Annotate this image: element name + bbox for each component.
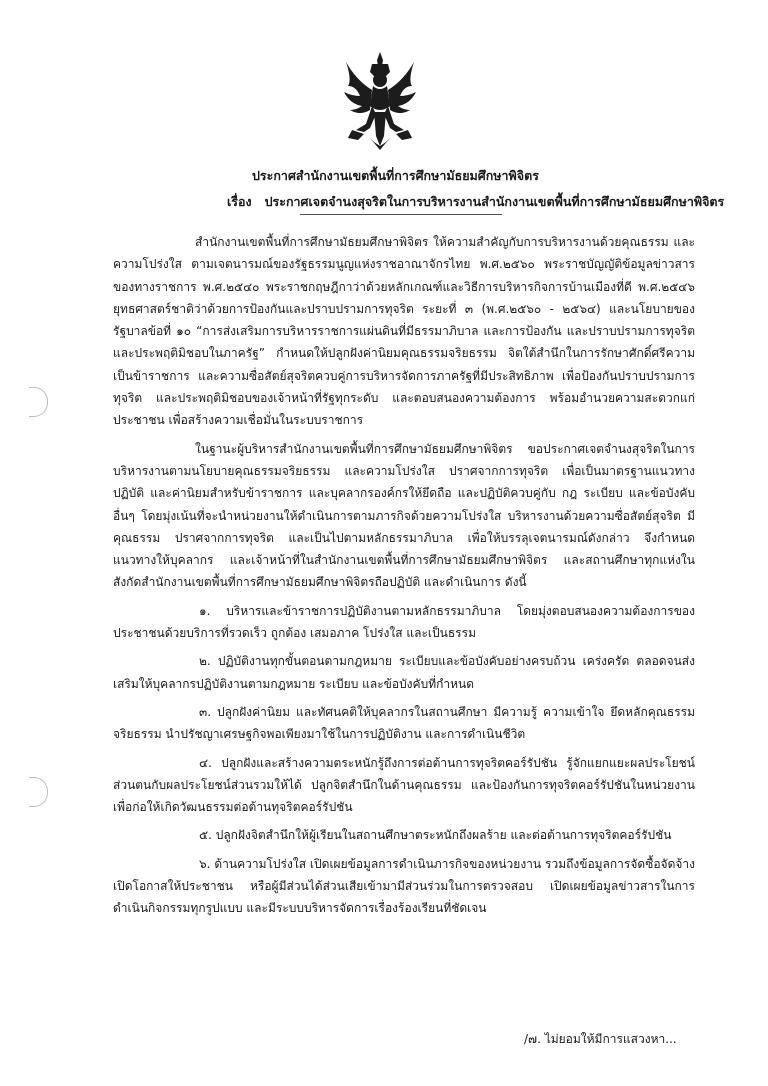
- list-item-3: ๓. ปลูกฝังค่านิยม และทัศนคติให้บุคลากรในสถานศึกษา มีความรู้ ความเข้าใจ ยึดหลักคุณธรรมจริยธรรม นำปรัชญาเศรษฐกิจพอเพียงมาใช้ในการปฏิบัติงาน และการดำเนินชีวิต: [113, 704, 695, 742]
- list-item-2: ๒. ปฏิบัติงานทุกขั้นตอนตามกฎหมาย ระเบียบและข้อบังคับอย่างครบถ้วน เคร่งครัด ตลอดจนส่งเสริมให้บุคลากรปฏิบัติงานตามกฎหมาย ระเบียบ และข้อบังคับที่กำหนด: [113, 654, 695, 691]
- announcement-title: ประกาศสำนักงานเขตพื้นที่การศึกษามัธยมศึกษาพิจิตร: [252, 168, 539, 183]
- announcement-subject-line: [0, 189, 768, 215]
- list-item-5: ๕. ปลูกฝังจิตสำนึกให้ผู้เรียนในสถานศึกษาตระหนักถึงผลร้าย และต่อต้านการทุจริตคอร์รัปชัน: [199, 828, 672, 843]
- announcement-header: [0, 163, 768, 215]
- garuda-emblem-icon: [326, 50, 434, 152]
- continuation-note: /๗. ไม่ยอมให้มีการแสวงหา...: [524, 1032, 677, 1046]
- list-item-4: ๔. ปลูกฝังและสร้างความตระหนักรู้ถึงการต่อต้านการทุจริตคอร์รัปชัน รู้จักแยกแยะผลประโยชน์ส่วนตนกับผลประโยชน์ส่วนรวมให้ได้ ปลูกจิตสำนึกในด้านคุณธรรม และป้องกันการทุจริตคอร์รัปชันในหน่วยงาน เพื่อก่อให้เกิดวัฒนธรรมต่อต้านทุจริตคอร์รัปชัน: [113, 755, 695, 815]
- list-item-6: ๖. ด้านความโปร่งใส เปิดเผยข้อมูลการดำเนินภารกิจของหน่วยงาน รวมถึงข้อมูลการจัดซื้อจัดจ้างเปิดโอกาสให้ประชาชน หรือผู้มีส่วนได้ส่วนเสียเข้ามามีส่วนร่วมในการตรวจสอบ เปิดเผยข้อมูลข่าวสารในการดำเนินกิจกรรมทุกรูปแบบ และมีระบบบริหารจัดการเรื่องร้องเรียนที่ชัดเจน: [113, 856, 695, 916]
- announcement-subject: ประกาศเจตจำนงสุจริตในการบริหารงานสำนักงานเขตพื้นที่การศึกษามัธยมศึกษาพิจิตร: [264, 194, 725, 209]
- punch-hole-top: [29, 387, 48, 417]
- list-item-1: ๑. บริหารและข้าราชการปฏิบัติงานตามหลักธรรมาภิบาล โดยมุ่งตอบสนองความต้องการของประชาชนด้วยบริการที่รวดเร็ว ถูกต้อง เสมอภาค โปร่งใส และเป็นธรรม: [113, 603, 695, 641]
- announcement-body: [113, 231, 695, 926]
- header-divider: [300, 214, 502, 215]
- intro-paragraph: สำนักงานเขตพื้นที่การศึกษามัธยมศึกษาพิจิตร ให้ความสำคัญกับการบริหารงานด้วยคุณธรรม และความโปร่งใส ตามเจตนารมณ์ของรัฐธรรมนูญแห่งราชอาณาจักรไทย พ.ศ.๒๕๖๐ พระราชบัญญัติข้อมูลข่าวสารของทางราชการ พ.ศ.๒๕๔๐ พระราชกฤษฎีกาว่าด้วยหลักเกณฑ์และวิธีการบริหารกิจการบ้านเมืองที่ดี พ.ศ.๒๕๔๖ ยุทธศาสตร์ชาติว่าด้วยการป้องกันและปราบปรามการทุจริต ระยะที่ ๓ (พ.ศ.๒๕๖๐ - ๒๕๖๔) และนโยบายของรัฐบาลข้อที่ ๑๐ “การส่งเสริมการบริหารราชการแผ่นดินที่มีธรรมาภิบาล และการป้องกัน และปราบปรามการทุจริต และประพฤติมิชอบในภาครัฐ” กำหนดให้ปลูกฝังค่านิยมคุณธรรมจริยธรรม จิตใต้สำนึกในการรักษาศักดิ์ศรีความเป็นข้าราชการ และความซื่อสัตย์สุจริตควบคู่การบริหารจัดการภาครัฐที่มีประสิทธิภาพ เพื่อป้องกันปราบปรามการทุจริต และประพฤติมิชอบของเจ้าหน้าที่รัฐทุกระดับ และตอบสนองความต้องการ พร้อมอำนวยความสะดวกแก่ประชาชน เพื่อสร้างความเชื่อมั่นในระบบราชการ: [113, 235, 695, 428]
- subject-label: เรื่อง: [227, 194, 252, 209]
- punch-hole-bottom: [29, 777, 48, 807]
- declaration-paragraph: ในฐานะผู้บริหารสำนักงานเขตพื้นที่การศึกษามัธยมศึกษาพิจิตร ขอประกาศเจตจำนงสุจริตในการบริหารงานตามนโยบายคุณธรรมจริยธรรม และความโปร่งใส ปราศจากการทุจริต เพื่อเป็นมาตรฐานแนวทางปฏิบัติ และค่านิยมสำหรับข้าราชการ และบุคลากรองค์กรให้ยึดถือ และปฏิบัติควบคู่กับ กฎ ระเบียบ และข้อบังคับอื่นๆ โดยมุ่งเน้นที่จะนำหน่วยงานให้ดำเนินการตามภารกิจด้วยความโปร่งใส บริหารงานด้วยความซื่อสัตย์สุจริต มีคุณธรรม ปราศจากการทุจริต และเป็นไปตามหลักธรรมาภิบาล เพื่อให้บรรลุเจตนารมณ์ดังกล่าว จึงกำหนดแนวทางให้บุคลากร และเจ้าหน้าที่ในสำนักงานเขตพื้นที่การศึกษามัธยมศึกษาพิจิตร และสถานศึกษาทุกแห่งในสังกัดสำนักงานเขตพื้นที่การศึกษามัธยมศึกษาพิจิตรถือปฏิบัติ และดำเนินการ ดังนี้: [113, 441, 695, 590]
